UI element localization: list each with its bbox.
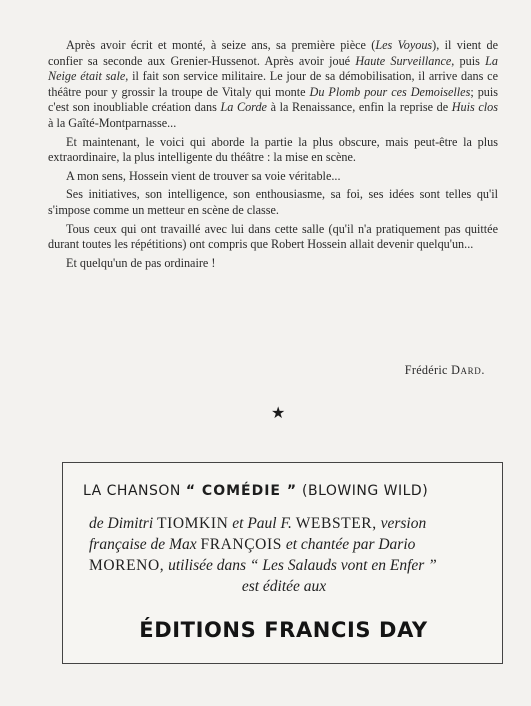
- article-paragraph: [48, 38, 498, 132]
- paragraph-text: Et maintenant, le voici qui aborde la partie la plus obscure, mais peut-être la plus extraordinaire, la plus intelligente du théâtre : la mise en scène.: [48, 134, 498, 165]
- paragraph-text: A mon sens, Hossein vient de trouver sa voie véritable...: [66, 168, 341, 183]
- singer-name: MORENO,: [89, 557, 165, 574]
- title-reference: La Neige était sale: [48, 53, 498, 84]
- ad-title-song: “ COMÉDIE ”: [185, 483, 298, 499]
- composer-name: TIOMKIN: [157, 515, 229, 532]
- paragraph-text: à la Renaissance, enfin la reprise de: [266, 100, 452, 115]
- article-paragraph: [48, 222, 498, 253]
- advertisement-box: [62, 462, 503, 664]
- paragraph-text: ; puis c'est son inoubliable création dans: [48, 84, 499, 115]
- title-reference: Les Voyous: [375, 38, 433, 52]
- publisher-name: ÉDITIONS FRANCIS DAY: [139, 618, 428, 642]
- ad-text: version: [380, 515, 427, 532]
- paragraph-text: , il fait son service militaire. Le jour de sa démobilisation, il arrive dans ce théâtre pour y grossir la troupe de Vitaly qui monte: [48, 69, 498, 99]
- title-reference: Du Plomb pour ces Demoiselles: [309, 84, 471, 99]
- paragraph-text: ), il vient de confier sa seconde aux Grenier-Hussenot. Après avoir joué: [48, 38, 498, 68]
- signature-first-name: Frédéric: [404, 363, 448, 377]
- ad-title-prefix: LA CHANSON: [83, 483, 181, 499]
- ad-text: et chantée par Dario: [285, 536, 416, 553]
- paragraph-text: Ses initiatives, son intelligence, son enthousiasme, sa foi, ses idées sont telles qu'il s'impose comme un metteur en scène de classe.: [48, 187, 498, 217]
- adapter-name: FRANÇOIS: [200, 536, 282, 553]
- paragraph-text: , puis: [451, 53, 486, 68]
- ad-title-suffix: (BLOWING WILD): [302, 483, 429, 499]
- author-signature: [405, 363, 485, 378]
- ad-text: française de Max: [89, 536, 197, 553]
- ad-title: [83, 483, 483, 499]
- article-body: [48, 38, 498, 274]
- lyricist-name: WEBSTER,: [295, 515, 377, 532]
- paragraph-text: Tous ceux qui ont travaillé avec lui dans cette salle (qu'il n'a pratiquement pas quittée durant toutes les répétitions) ont compris que Robert Hossein allait devenir quelqu'un...: [48, 221, 498, 252]
- article-paragraph: [48, 169, 498, 185]
- ad-credits-line-1: [89, 513, 479, 534]
- ad-credits-line-2: [89, 534, 479, 555]
- article-paragraph: [48, 187, 498, 218]
- ad-text: de Dimitri: [89, 515, 154, 532]
- star-separator: ★: [271, 405, 286, 422]
- ad-credits-line-3: [89, 555, 479, 576]
- paragraph-text: Après avoir écrit et monté, à seize ans, sa première pièce (: [66, 38, 376, 52]
- paragraph-text: à la Gaîté-Montparnasse...: [48, 115, 177, 130]
- ad-text: et Paul F.: [232, 515, 292, 532]
- title-reference: Haute Surveillance: [355, 53, 452, 68]
- title-reference: La Corde: [220, 100, 267, 115]
- paragraph-text: Et quelqu'un de pas ordinaire !: [66, 255, 216, 270]
- article-paragraph: [48, 256, 498, 272]
- signature-last-name: Dard.: [451, 363, 485, 377]
- ad-text: utilisée dans “ Les Salauds vont en Enfer ”: [168, 557, 437, 574]
- ad-credits-line-4: est éditée aux: [241, 578, 327, 595]
- title-reference: Huis clos: [451, 100, 499, 115]
- ad-credits: [89, 513, 479, 597]
- article-paragraph: [48, 135, 498, 166]
